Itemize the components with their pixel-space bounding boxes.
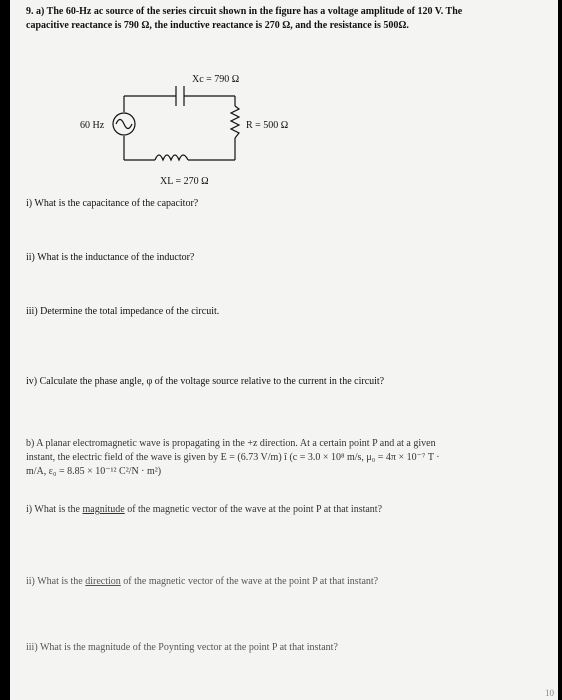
part-b-intro-line2: instant, the electric field of the wave is given by E = (6.73 V/m) î (c = 3.0 × 10⁸ m/s, μ₀ = 4π × 10⁻⁷ T · bbox=[26, 452, 440, 463]
problem-statement-line2: capacitive reactance is 790 Ω, the inductive reactance is 270 Ω, and the resistance is 500Ω. bbox=[26, 20, 409, 31]
part-b-intro-line3: m/A, ε₀ = 8.85 × 10⁻¹² C²/N · m²) bbox=[26, 466, 162, 477]
question-a-iv: iv) Calculate the phase angle, φ of the voltage source relative to the current in the circuit? bbox=[26, 376, 385, 387]
ac-source-circle bbox=[113, 113, 135, 135]
page-number: 10 bbox=[545, 688, 554, 698]
question-b-i-suffix: of the magnetic vector of the wave at the point P at that instant? bbox=[124, 504, 383, 515]
question-b-i-keyword: magnitude bbox=[82, 504, 125, 515]
circuit-diagram bbox=[10, 0, 558, 230]
resistor-symbol bbox=[231, 106, 239, 138]
problem-statement-line1: 9. a) The 60-Hz ac source of the series circuit shown in the figure has a voltage amplitude of 120 V. The bbox=[26, 6, 463, 17]
capacitive-reactance-label: Xc = 790 Ω bbox=[192, 74, 240, 85]
question-b-ii-keyword: direction bbox=[85, 576, 121, 587]
inductor-symbol bbox=[155, 155, 188, 160]
inductive-reactance-label: XL = 270 Ω bbox=[160, 176, 209, 187]
resistance-label: R = 500 Ω bbox=[246, 120, 289, 131]
question-b-ii-suffix: of the magnetic vector of the wave at the point P at that instant? bbox=[120, 576, 379, 587]
question-b-iii: iii) What is the magnitude of the Poynting vector at the point P at that instant? bbox=[26, 642, 338, 653]
question-a-iii: iii) Determine the total impedance of the circuit. bbox=[26, 306, 220, 317]
worksheet-page bbox=[10, 0, 558, 700]
question-b-i bbox=[26, 504, 382, 516]
ac-sine-wave bbox=[116, 120, 132, 129]
question-b-ii bbox=[26, 576, 378, 588]
question-a-ii: ii) What is the inductance of the inductor? bbox=[26, 252, 195, 263]
part-b-intro-line1: b) A planar electromagnetic wave is propagating in the +z direction. At a certain point P and at a given bbox=[26, 438, 436, 449]
source-frequency-label: 60 Hz bbox=[80, 120, 105, 131]
question-b-i-prefix: i) What is the bbox=[26, 504, 83, 515]
question-b-ii-prefix: ii) What is the bbox=[26, 576, 86, 587]
question-a-i: i) What is the capacitance of the capacitor? bbox=[26, 198, 199, 209]
